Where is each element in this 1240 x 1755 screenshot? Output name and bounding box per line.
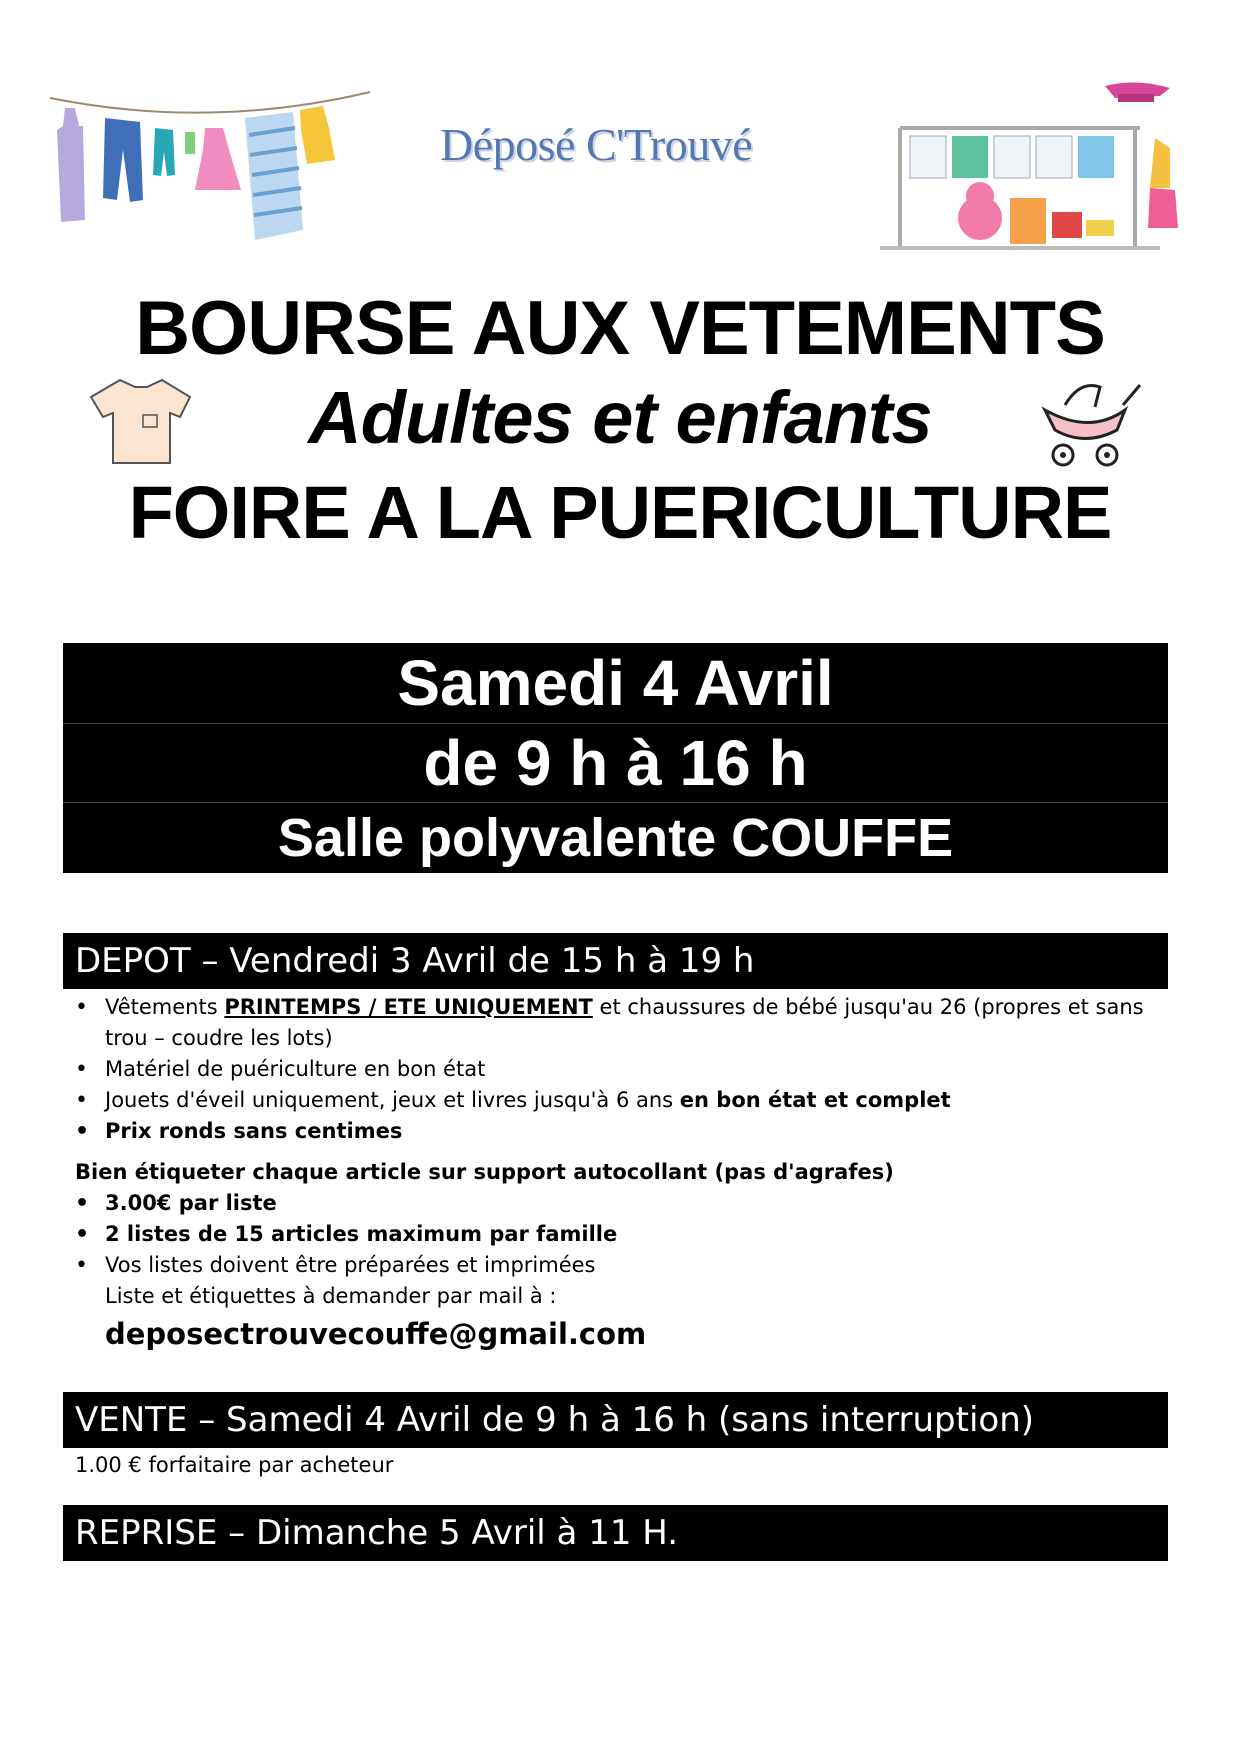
list-item: • Matériel de puériculture en bon état	[75, 1054, 1155, 1085]
item-text: Jouets d'éveil uniquement, jeux et livres jusqu'à 6 ans	[105, 1088, 680, 1112]
stroller-icon	[1035, 375, 1145, 470]
brand-logo-text: Déposé C'Trouvé	[440, 119, 753, 170]
list-item: • 2 listes de 15 articles maximum par famille	[75, 1219, 1155, 1250]
vente-heading: VENTE – Samedi 4 Avril de 9 h à 16 h (sans interruption)	[63, 1392, 1168, 1448]
contact-email[interactable]: deposectrouvecouffe@gmail.com	[105, 1317, 647, 1351]
list-item	[75, 992, 1155, 1054]
event-date: Samedi 4 Avril	[63, 643, 1168, 724]
item-text: Vos listes doivent être préparées et imprimées	[105, 1253, 596, 1277]
item-text: et chaussures de bébé jusqu'au 26 (propres et sans trou – coudre les lots)	[105, 995, 1144, 1050]
depot-heading: DEPOT – Vendredi 3 Avril de 15 h à 19 h	[63, 933, 1168, 989]
event-hours: de 9 h à 16 h	[63, 724, 1168, 803]
label-note: Bien étiqueter chaque article sur support autocollant (pas d'agrafes)	[75, 1160, 894, 1184]
subtitle-adultes-enfants: Adultes et enfants	[308, 376, 932, 459]
title-foire: FOIRE A LA PUERICULTURE	[128, 471, 1112, 554]
clothes-rack-illustration	[870, 78, 1190, 258]
list-item: • Prix ronds sans centimes	[75, 1116, 1155, 1147]
depot-details	[75, 992, 1155, 1356]
event-place: Salle polyvalente COUFFE	[277, 808, 954, 868]
list-item: • 3.00€ par liste	[75, 1188, 1155, 1219]
item-text: Liste et étiquettes à demander par mail à :	[105, 1284, 557, 1308]
reprise-heading: REPRISE – Dimanche 5 Avril à 11 H.	[63, 1505, 1168, 1561]
list-item	[75, 1250, 1155, 1312]
title-bourse: BOURSE AUX VETEMENTS	[135, 286, 1105, 371]
list-item	[75, 1085, 1155, 1116]
item-text: Vêtements	[105, 995, 225, 1019]
item-emphasis: PRINTEMPS / ETE UNIQUEMENT	[224, 995, 593, 1019]
item-emphasis: en bon état et complet	[679, 1088, 951, 1112]
event-date-box	[63, 643, 1168, 873]
vente-note: 1.00 € forfaitaire par acheteur	[75, 1453, 394, 1477]
clothesline-illustration	[45, 90, 375, 240]
